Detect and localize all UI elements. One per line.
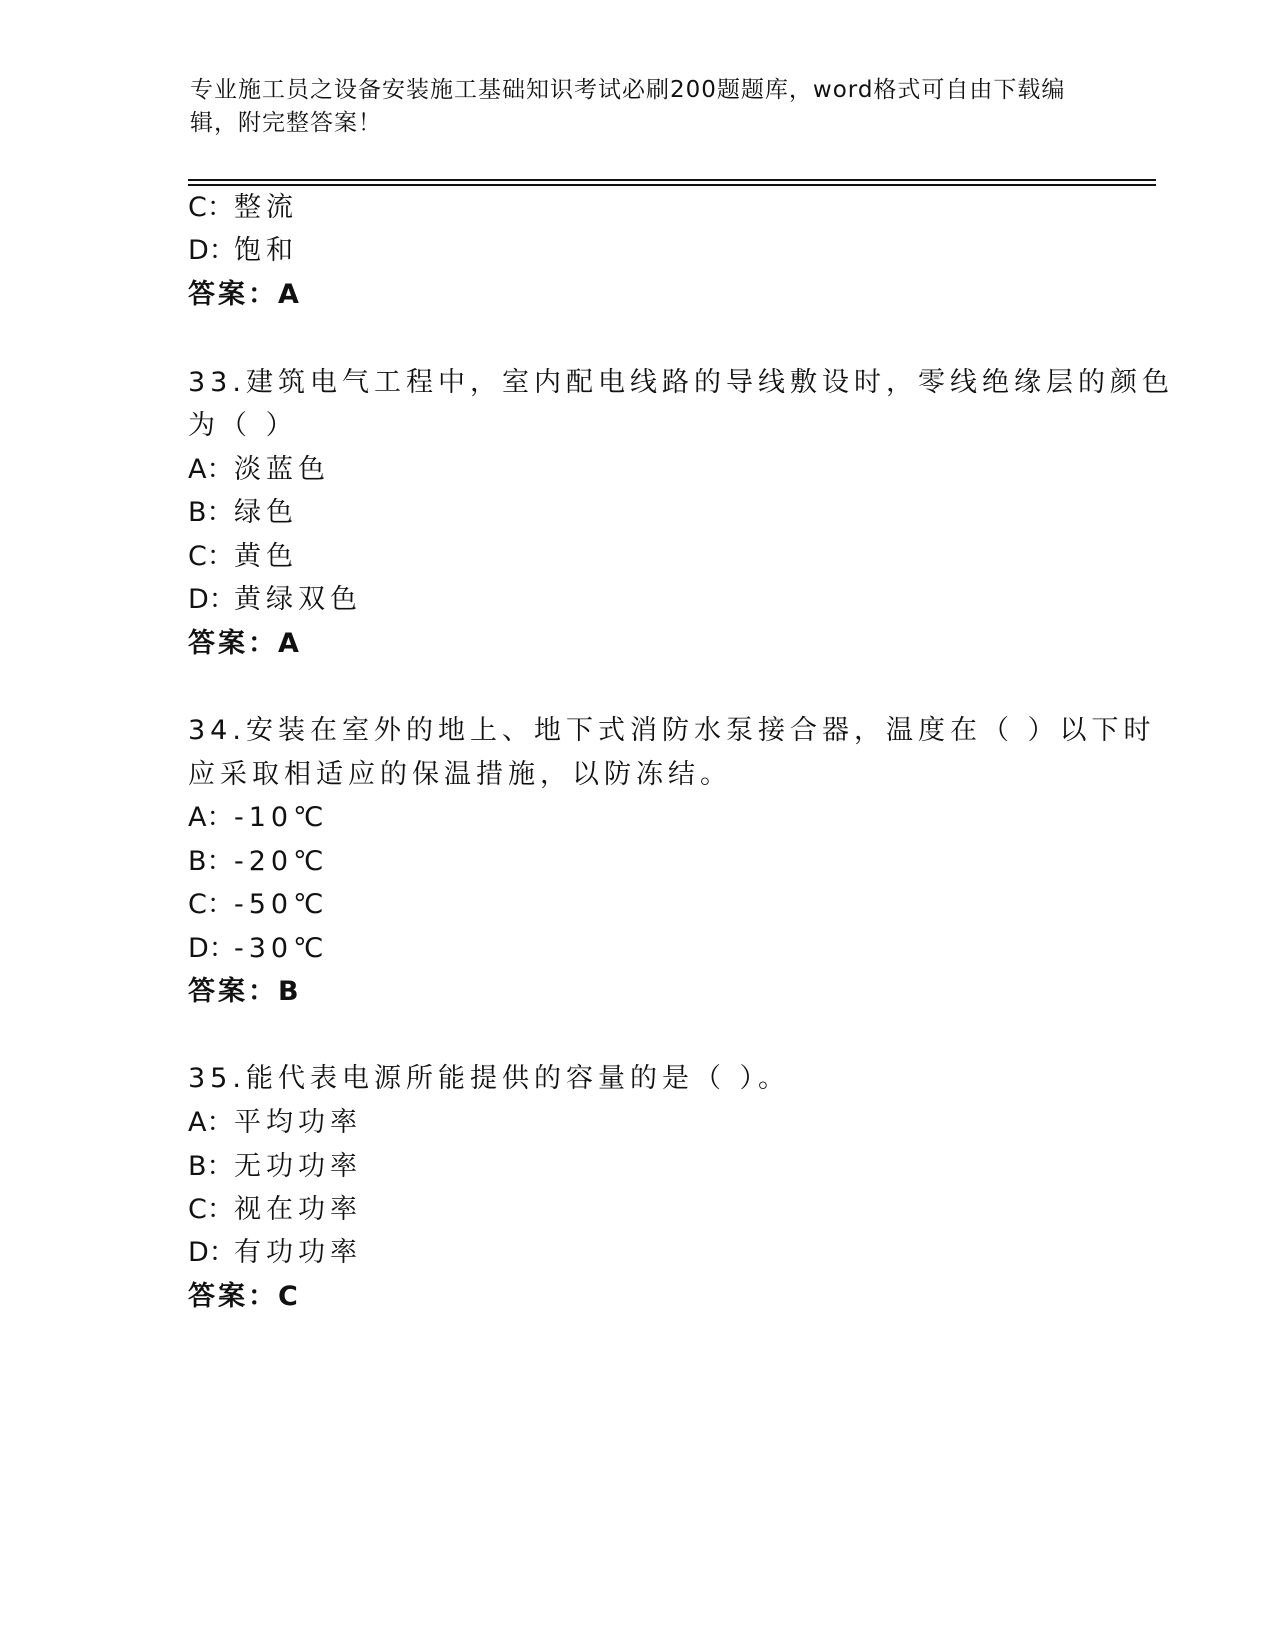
q33-answer: 答案：A xyxy=(188,628,302,659)
option-text: 绿色 xyxy=(234,497,298,528)
q33-option-b xyxy=(188,495,298,531)
option-letter: D： xyxy=(188,1237,236,1268)
header-divider-bottom xyxy=(188,184,1156,186)
option-letter: C： xyxy=(188,192,234,223)
q33-option-d xyxy=(188,582,362,618)
q33-stem-line1: 33.建筑电气工程中，室内配电线路的导线敷设时，零线绝缘层的颜色 xyxy=(188,367,1174,398)
option-letter: D： xyxy=(188,584,236,615)
option-text: -10℃ xyxy=(234,802,329,833)
option-text: 有功功率 xyxy=(234,1237,362,1268)
option-letter: C： xyxy=(188,1194,234,1225)
option-letter: B： xyxy=(188,1151,234,1182)
option-text: 整流 xyxy=(234,192,298,223)
q35-option-a xyxy=(188,1105,362,1141)
option-text: -20℃ xyxy=(234,846,329,877)
q34-stem-line1: 34.安装在室外的地上、地下式消防水泵接合器，温度在（ ）以下时 xyxy=(188,715,1156,746)
q35-option-d xyxy=(188,1235,362,1271)
option-letter: A： xyxy=(188,1107,234,1138)
option-letter: A： xyxy=(188,454,234,485)
option-letter: C： xyxy=(188,541,234,572)
q35-stem-line1: 35.能代表电源所能提供的容量的是（ ）。 xyxy=(188,1063,791,1094)
q34-answer: 答案：B xyxy=(188,976,302,1007)
option-text: 淡蓝色 xyxy=(234,454,330,485)
option-text: 无功功率 xyxy=(234,1151,362,1182)
q33-stem-line2: 为（ ） xyxy=(188,410,298,441)
q35-option-b xyxy=(188,1149,362,1185)
q34-option-b xyxy=(188,844,328,880)
q33-option-c xyxy=(188,539,298,575)
option-letter: B： xyxy=(188,497,234,528)
page-header-title: 专业施工员之设备安装施工基础知识考试必刷200题题库，word格式可自由下载编辑，附完整答案！ xyxy=(190,77,1066,136)
option-letter: C： xyxy=(188,889,234,920)
option-letter: D： xyxy=(188,933,236,964)
option-text: -50℃ xyxy=(234,889,329,920)
option-text: 饱和 xyxy=(234,235,298,266)
q34-option-a xyxy=(188,800,328,836)
q34-option-d xyxy=(188,931,328,967)
option-text: 平均功率 xyxy=(234,1107,362,1138)
q32-option-d xyxy=(188,233,298,269)
q35-answer: 答案：C xyxy=(188,1281,301,1312)
option-letter: A： xyxy=(188,802,234,833)
q32-option-c xyxy=(188,190,298,226)
option-text: -30℃ xyxy=(234,933,329,964)
q34-option-c xyxy=(188,887,328,923)
option-letter: B： xyxy=(188,846,234,877)
option-text: 视在功率 xyxy=(234,1194,362,1225)
option-text: 黄色 xyxy=(234,541,298,572)
option-text: 黄绿双色 xyxy=(234,584,362,615)
option-letter: D： xyxy=(188,235,236,266)
q35-option-c xyxy=(188,1192,362,1228)
q32-answer: 答案：A xyxy=(188,279,302,310)
q33-option-a xyxy=(188,452,330,488)
header-divider-top xyxy=(188,179,1156,181)
q34-stem-line2: 应采取相适应的保温措施，以防冻结。 xyxy=(188,759,732,790)
